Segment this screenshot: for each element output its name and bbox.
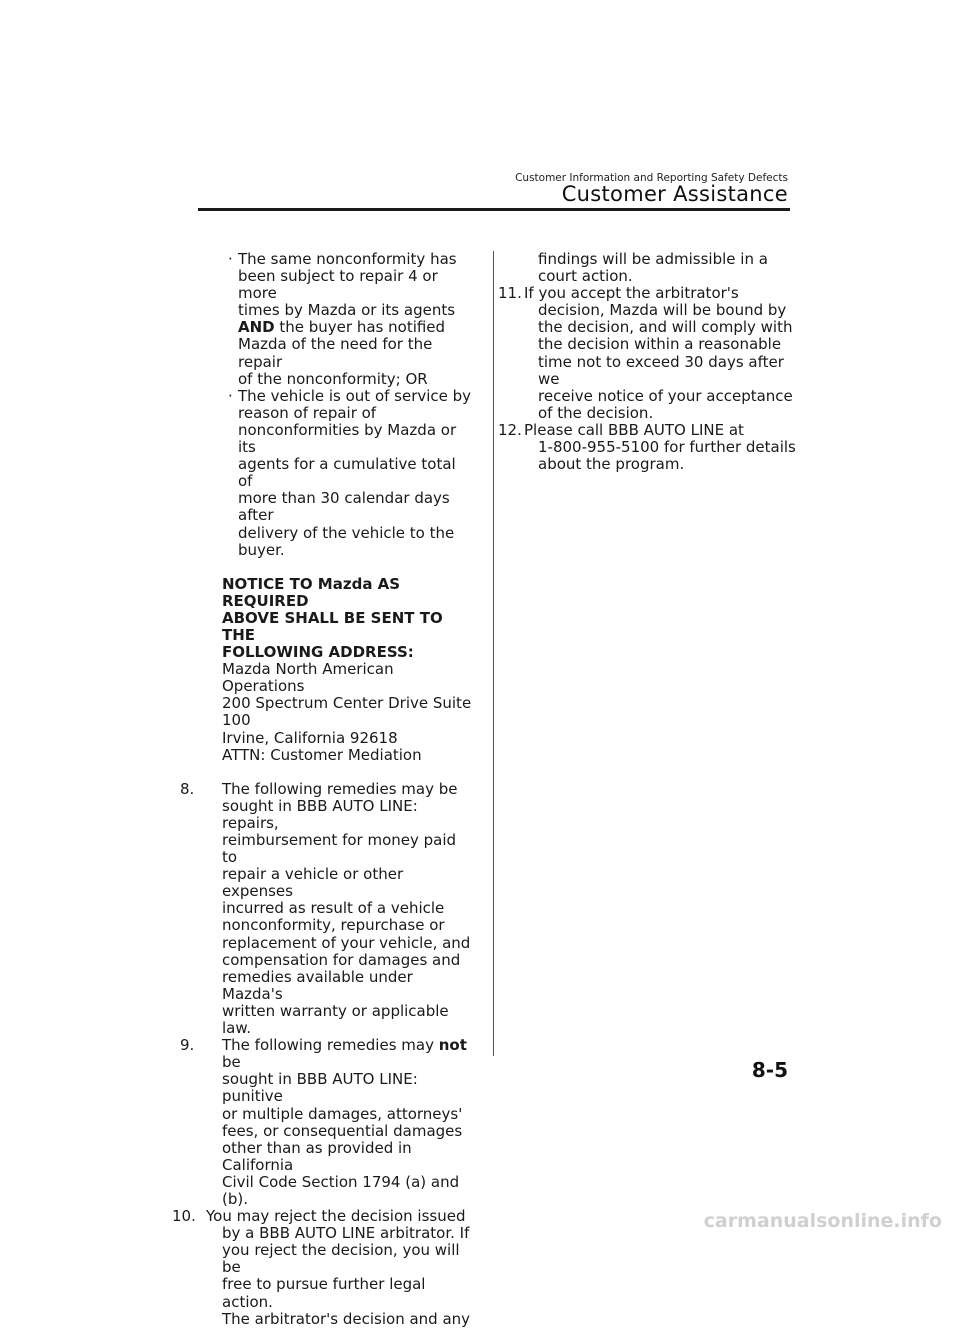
notice-heading: NOTICE TO Mazda AS REQUIRED bbox=[222, 574, 401, 610]
item-line: other than as provided in California bbox=[222, 1138, 412, 1174]
list-item-8 bbox=[172, 781, 472, 1037]
list-item-9 bbox=[172, 1037, 472, 1208]
item-line: (b). bbox=[222, 1189, 248, 1208]
item-line: court action. bbox=[538, 267, 633, 286]
bullet-dot-icon: · bbox=[228, 250, 233, 268]
item-line: findings will be admissible in a bbox=[538, 250, 768, 268]
right-column bbox=[500, 251, 800, 473]
chapter-title: Customer Assistance bbox=[561, 182, 788, 206]
item-text: be bbox=[222, 1053, 241, 1072]
item-line: sought in BBB AUTO LINE: punitive bbox=[222, 1070, 418, 1106]
item-line: sought in BBB AUTO LINE: repairs, bbox=[222, 796, 418, 832]
bullet-line: of the nonconformity; OR bbox=[238, 369, 428, 388]
bullet-line: buyer. bbox=[238, 540, 285, 559]
column-divider bbox=[493, 251, 494, 1056]
address-line: 200 Spectrum Center Drive Suite bbox=[222, 694, 472, 713]
item-line: written warranty or applicable law. bbox=[222, 1001, 449, 1038]
bullet-dot-icon: · bbox=[228, 386, 233, 405]
item-line: If you accept the arbitrator's bbox=[524, 284, 739, 303]
bullet-line: The same nonconformity has bbox=[238, 250, 457, 268]
notice-heading: FOLLOWING ADDRESS: bbox=[222, 643, 414, 662]
bullet-line: The vehicle is out of service by bbox=[238, 386, 472, 405]
item-line: replacement of your vehicle, and bbox=[222, 933, 471, 952]
notice-block bbox=[172, 576, 472, 764]
item-line: Please call BBB AUTO LINE at bbox=[524, 420, 744, 439]
bullet-line: times by Mazda or its agents bbox=[238, 301, 456, 320]
bullet-line: delivery of the vehicle to the bbox=[238, 523, 455, 542]
address-line: 100 bbox=[222, 711, 251, 730]
header-rule bbox=[198, 208, 790, 211]
item-line: Civil Code Section 1794 (a) and bbox=[222, 1172, 460, 1191]
item-number: 11. bbox=[498, 284, 522, 303]
address-line: Mazda North American Operations bbox=[222, 660, 394, 696]
item-line: receive notice of your acceptance bbox=[538, 386, 793, 405]
item-line: or multiple damages, attorneys' bbox=[222, 1104, 463, 1123]
bullet-line: nonconformities by Mazda or its bbox=[238, 420, 457, 457]
item-line: the decision, and will comply with bbox=[538, 318, 793, 337]
not-keyword: not bbox=[438, 1036, 467, 1055]
item-line: free to pursue further legal action. bbox=[222, 1275, 426, 1311]
item-line: of the decision. bbox=[538, 403, 654, 422]
item-line: by a BBB AUTO LINE arbitrator. If bbox=[222, 1224, 470, 1243]
bullet-line bbox=[238, 319, 472, 336]
bullet-out-of-service bbox=[172, 388, 472, 559]
page-number: 8-5 bbox=[751, 1058, 788, 1082]
bullet-line: more than 30 calendar days after bbox=[238, 489, 450, 525]
item-line: repair a vehicle or other expenses bbox=[222, 865, 404, 901]
bullet-line: agents for a cumulative total of bbox=[238, 455, 456, 491]
item-line: about the program. bbox=[538, 455, 685, 474]
item-line: compensation for damages and bbox=[222, 950, 461, 969]
section-title: Customer Information and Reporting Safety Defects bbox=[515, 172, 788, 184]
item-line: reimbursement for money paid to bbox=[222, 831, 457, 867]
item-line: incurred as result of a vehicle bbox=[222, 899, 445, 918]
list-item-11 bbox=[500, 285, 800, 422]
item-line: remedies available under Mazda's bbox=[222, 967, 413, 1003]
item-number: 12. bbox=[498, 420, 522, 439]
item-line: decision, Mazda will be bound by bbox=[538, 301, 787, 320]
item-number: 9. bbox=[180, 1036, 195, 1055]
watermark: carmanualsonline.info bbox=[703, 1210, 942, 1232]
list-item-10-continued bbox=[500, 251, 800, 285]
address-line: ATTN: Customer Mediation bbox=[222, 745, 422, 764]
item-text: The following remedies may bbox=[222, 1036, 439, 1055]
item-line: time not to exceed 30 days after we bbox=[538, 352, 784, 388]
item-line: The following remedies may be bbox=[222, 779, 458, 798]
list-item-12 bbox=[500, 422, 800, 473]
item-line: 1-800-955-5100 for further details bbox=[538, 438, 796, 457]
item-line: fees, or consequential damages bbox=[222, 1121, 463, 1140]
item-line bbox=[222, 1037, 472, 1071]
and-keyword: AND bbox=[238, 318, 275, 337]
address-line: Irvine, California 92618 bbox=[222, 728, 398, 747]
item-line: The arbitrator's decision and any bbox=[222, 1309, 471, 1328]
list-item-10 bbox=[172, 1208, 472, 1328]
bullet-line: Mazda of the need for the repair bbox=[238, 335, 433, 371]
item-line: the decision within a reasonable bbox=[538, 335, 782, 354]
item-line: you reject the decision, you will be bbox=[222, 1241, 460, 1277]
notice-heading: ABOVE SHALL BE SENT TO THE bbox=[222, 608, 443, 644]
item-number: 8. bbox=[180, 779, 195, 798]
and-rest: the buyer has notified bbox=[274, 318, 446, 337]
left-column bbox=[172, 251, 472, 1328]
item-line: nonconformity, repurchase or bbox=[222, 916, 445, 935]
bullet-repair-count bbox=[172, 251, 472, 388]
item-line: You may reject the decision issued bbox=[206, 1207, 466, 1226]
item-number: 10. bbox=[172, 1207, 196, 1226]
bullet-line: been subject to repair 4 or more bbox=[238, 267, 438, 303]
bullet-line: reason of repair of bbox=[238, 403, 377, 422]
